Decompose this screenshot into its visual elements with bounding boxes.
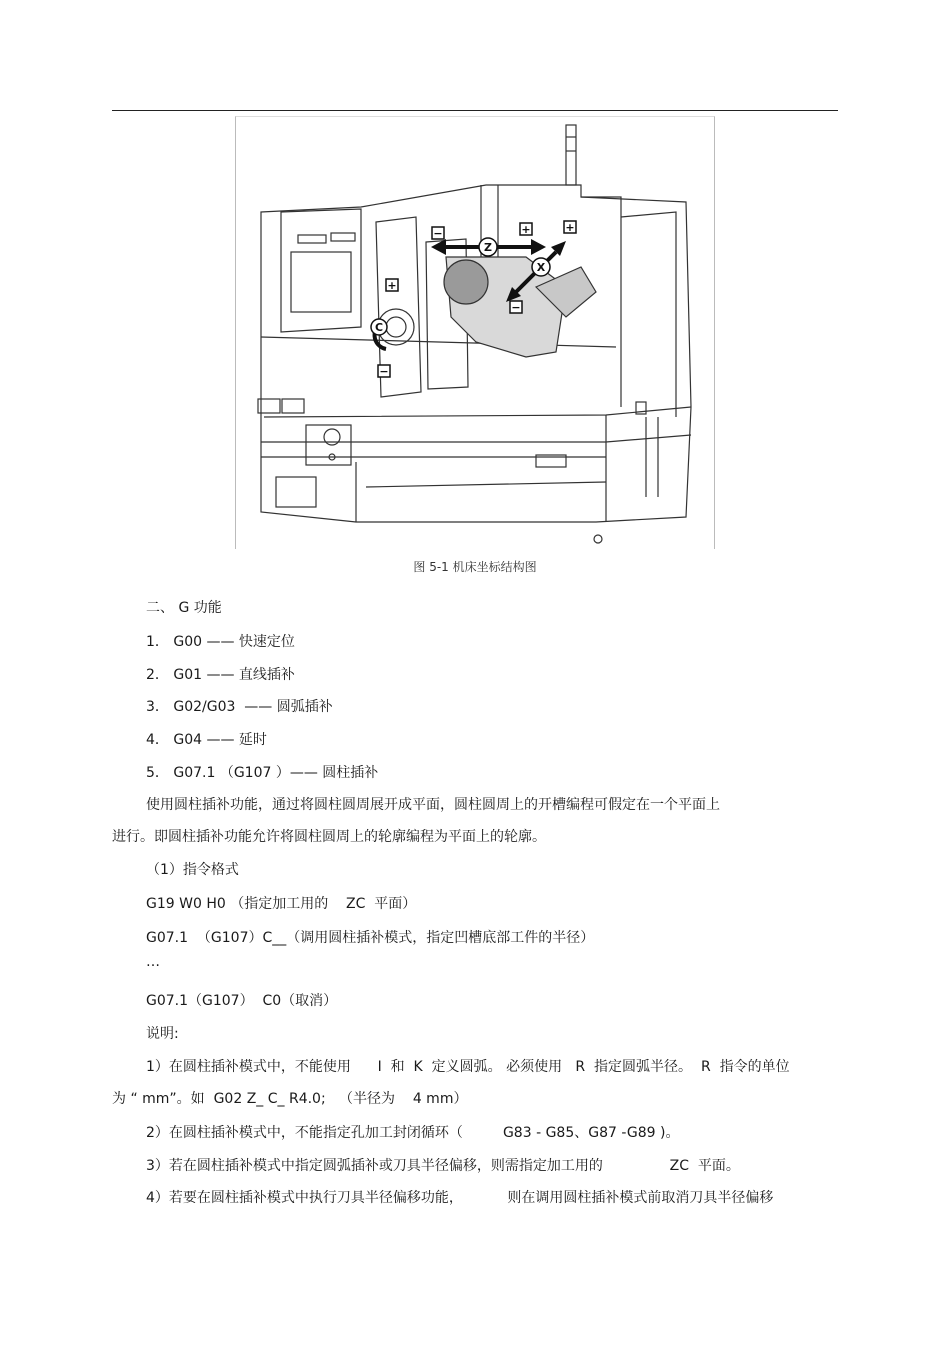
note-label: 说明: (146, 1026, 179, 1042)
sub-heading: （1）指令格式 (146, 862, 239, 878)
paragraph-line: 进行。即圆柱插补功能允许将圆柱圆周上的轮廓编程为平面上的轮廓。 (112, 829, 546, 845)
machine-figure (235, 116, 715, 549)
svg-text:C: C (374, 321, 384, 334)
svg-text:Z: Z (484, 241, 492, 254)
svg-text:+: + (521, 223, 531, 236)
list-item: 4． G04 —— 延时 (146, 732, 267, 748)
note-line: 3）若在圆柱插补模式中指定圆弧插补或刀具半径偏移，则需指定加工用的 ZC 平面。 (146, 1158, 740, 1174)
list-item: 3． G02/G03 —— 圆弧插补 (146, 699, 333, 715)
list-item: 2． G01 —— 直线插补 (146, 667, 295, 683)
svg-text:−: − (511, 301, 521, 314)
figure-caption: 图 5-1 机床坐标结构图 (413, 560, 537, 574)
note-line: 4）若要在圆柱插补模式中执行刀具半径偏移功能， 则在调用圆柱插补模式前取消刀具半径偏移 (146, 1190, 774, 1206)
svg-text:X: X (536, 261, 546, 274)
svg-text:−: − (379, 365, 389, 378)
note-line: 1）在圆柱插补模式中，不能使用 I 和 K 定义圆弧。 必须使用 R 指定圆弧半径。 R 指令的单位 (146, 1059, 790, 1075)
svg-text:+: + (565, 221, 575, 234)
ellipsis: … (146, 954, 160, 970)
note-line: 2）在圆柱插补模式中，不能指定孔加工封闭循环（ G83 - G85、G87 -G89 )。 (146, 1125, 680, 1141)
header-rule (112, 110, 838, 111)
code-line: G07.1 （G107）C__（调用圆柱插补模式，指定凹槽底部工件的半径） (146, 930, 595, 946)
svg-text:−: − (433, 227, 443, 240)
lathe-diagram (236, 117, 714, 549)
paragraph-line: 使用圆柱插补功能，通过将圆柱圆周展开成平面，圆柱圆周上的开槽编程可假定在一个平面上 (146, 797, 720, 813)
note-line: 为 “ mm”。如 G02 Z_ C_ R4.0; （半径为 4 mm） (112, 1091, 468, 1107)
list-item: 5． G07.1 （G107 ）—— 圆柱插补 (146, 765, 379, 781)
code-line: G07.1（G107） C0（取消） (146, 993, 338, 1009)
svg-text:+: + (387, 279, 397, 292)
list-item: 1． G00 —— 快速定位 (146, 634, 295, 650)
code-line: G19 W0 H0 （指定加工用的 ZC 平面） (146, 896, 417, 912)
section-heading: 二、 G 功能 (146, 600, 222, 616)
